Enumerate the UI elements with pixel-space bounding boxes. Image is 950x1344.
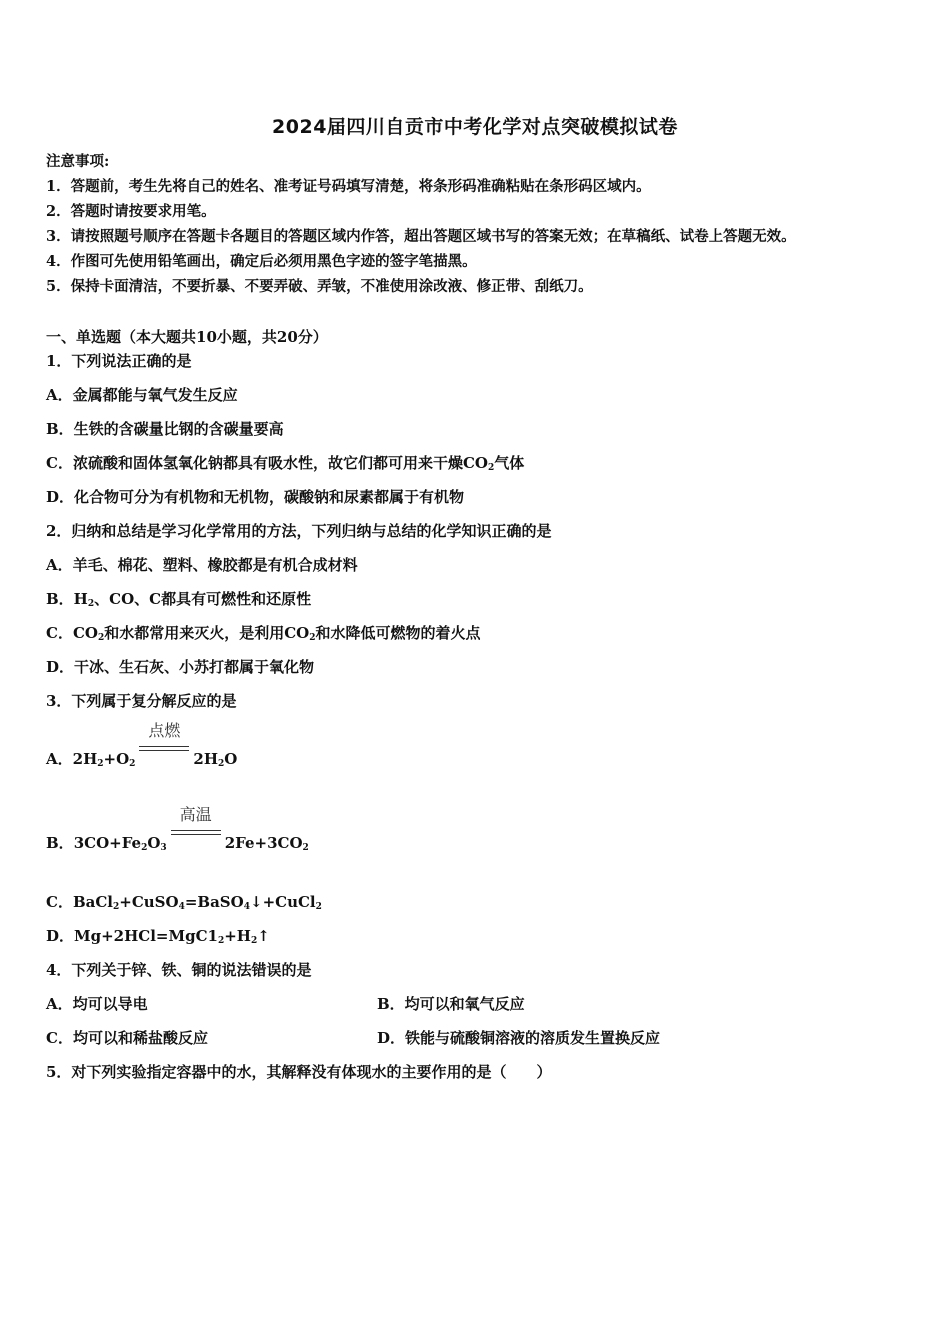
question-1-option-d: D．化合物可分为有机物和无机物，碳酸钠和尿素都属于有机物 xyxy=(46,488,465,506)
subscript: 2 xyxy=(309,633,316,643)
question-4-option-c: C．均可以和稀盐酸反应 xyxy=(46,1029,208,1047)
reaction-condition: 高温 xyxy=(179,805,212,824)
subscript: 2 xyxy=(302,843,309,853)
subscript: 2 xyxy=(97,633,105,643)
question-1-option-a: A．金属都能与氧气发生反应 xyxy=(46,386,238,404)
reaction-condition-sign xyxy=(169,805,223,853)
option-label: B． xyxy=(46,834,74,852)
gas-arrow-icon: ↑ xyxy=(257,927,270,945)
question-4-option-d: D．铁能与硫酸铜溶液的溶质发生置换反应 xyxy=(377,1029,661,1047)
question-5-stem: 5．对下列实验指定容器中的水，其解释没有体现水的主要作用的是（ ） xyxy=(46,1063,552,1081)
option-label: C． xyxy=(46,893,73,911)
equals-bar xyxy=(171,830,221,835)
question-1-stem: 1．下列说法正确的是 xyxy=(46,352,192,370)
question-1-option-b: B．生铁的含碳量比钢的含碳量要高 xyxy=(46,420,284,438)
section-heading: 一、单选题（本大题共10小题，共20分） xyxy=(46,328,328,346)
text: 和水降低可燃物的着火点 xyxy=(315,624,481,642)
notice-heading: 注意事项: xyxy=(46,153,110,170)
question-4-option-a: A．均可以导电 xyxy=(46,995,148,1013)
notice-item: 5．保持卡面清洁，不要折暴、不要弄破、弄皱，不准使用涂改液、修正带、刮纸刀。 xyxy=(46,278,593,295)
subscript: 2 xyxy=(487,463,495,473)
formula: +H xyxy=(224,927,251,945)
question-2-option-b xyxy=(46,589,311,609)
equals-bar xyxy=(139,746,189,751)
formula: =BaSO xyxy=(184,893,244,911)
subscript: 2 xyxy=(217,936,225,946)
question-4-stem: 4．下列关于锌、铁、铜的说法错误的是 xyxy=(46,961,312,979)
text: 和水都常用来灭火，是利用CO xyxy=(104,624,310,642)
subscript: 2 xyxy=(87,599,95,609)
formula: 2H xyxy=(72,750,98,768)
formula: 3CO+Fe xyxy=(73,834,142,852)
formula: 2H xyxy=(193,750,219,768)
question-2-stem: 2．归纳和总结是学习化学常用的方法，下列归纳与总结的化学知识正确的是 xyxy=(46,522,552,540)
question-2-option-c xyxy=(46,623,481,643)
precipitate-arrow-icon: ↓ xyxy=(249,893,263,911)
subscript: 4 xyxy=(178,902,185,912)
text: B．H xyxy=(46,590,88,608)
formula: +CuCl xyxy=(262,893,316,911)
option-label: A． xyxy=(46,750,73,768)
text: C．CO xyxy=(46,624,98,642)
question-4-option-b: B．均可以和氧气反应 xyxy=(377,995,525,1013)
subscript: 4 xyxy=(243,902,250,912)
question-3-option-c xyxy=(46,892,322,912)
subscript: 2 xyxy=(315,902,322,912)
formula: 2Fe+3CO xyxy=(224,834,303,852)
question-3-option-a xyxy=(46,721,238,769)
subscript: 3 xyxy=(160,843,167,853)
text: C．浓硫酸和固体氢氧化钠都具有吸水性，故它们都可用来干燥 xyxy=(46,454,463,472)
formula: O xyxy=(224,750,238,768)
notice-item: 2．答题时请按要求用笔。 xyxy=(46,203,216,220)
notice-item: 1．答题前，考生先将自己的姓名、准考证号码填写清楚，将条形码准确粘贴在条形码区域内。 xyxy=(46,178,651,195)
text: 气体 xyxy=(494,454,525,472)
formula: CO xyxy=(462,454,488,472)
subscript: 2 xyxy=(250,936,258,946)
question-2-option-d: D．干冰、生石灰、小苏打都属于氧化物 xyxy=(46,658,315,676)
subscript: 2 xyxy=(141,843,148,853)
text: 、CO、C都具有可燃性和还原性 xyxy=(94,590,312,608)
reaction-condition-sign xyxy=(137,721,191,769)
page-title: 2024届四川自贡市中考化学对点突破模拟试卷 xyxy=(272,116,678,138)
notice-item: 3．请按照题号顺序在答题卡各题目的答题区域内作答，超出答题区域书写的答案无效；在草稿纸、试卷上答题无效。 xyxy=(46,228,796,245)
subscript: 2 xyxy=(97,759,104,769)
question-3-option-d xyxy=(46,926,270,946)
formula: BaCl xyxy=(72,893,113,911)
question-1-option-c xyxy=(46,453,524,473)
formula: +O xyxy=(103,750,130,768)
notice-item: 4．作图可先使用铅笔画出，确定后必须用黑色字迹的签字笔描黑。 xyxy=(46,253,477,270)
question-2-option-a: A．羊毛、棉花、塑料、橡胶都是有机合成材料 xyxy=(46,556,358,574)
question-3-stem: 3．下列属于复分解反应的是 xyxy=(46,692,237,710)
subscript: 2 xyxy=(218,759,225,769)
formula: O xyxy=(147,834,161,852)
question-3-option-b xyxy=(46,805,309,853)
reaction-condition: 点燃 xyxy=(148,721,181,740)
subscript: 2 xyxy=(113,902,120,912)
formula: Mg+2HCl=MgC1 xyxy=(74,927,218,945)
subscript: 2 xyxy=(129,759,136,769)
formula: +CuSO xyxy=(119,893,179,911)
option-label: D． xyxy=(46,927,75,945)
